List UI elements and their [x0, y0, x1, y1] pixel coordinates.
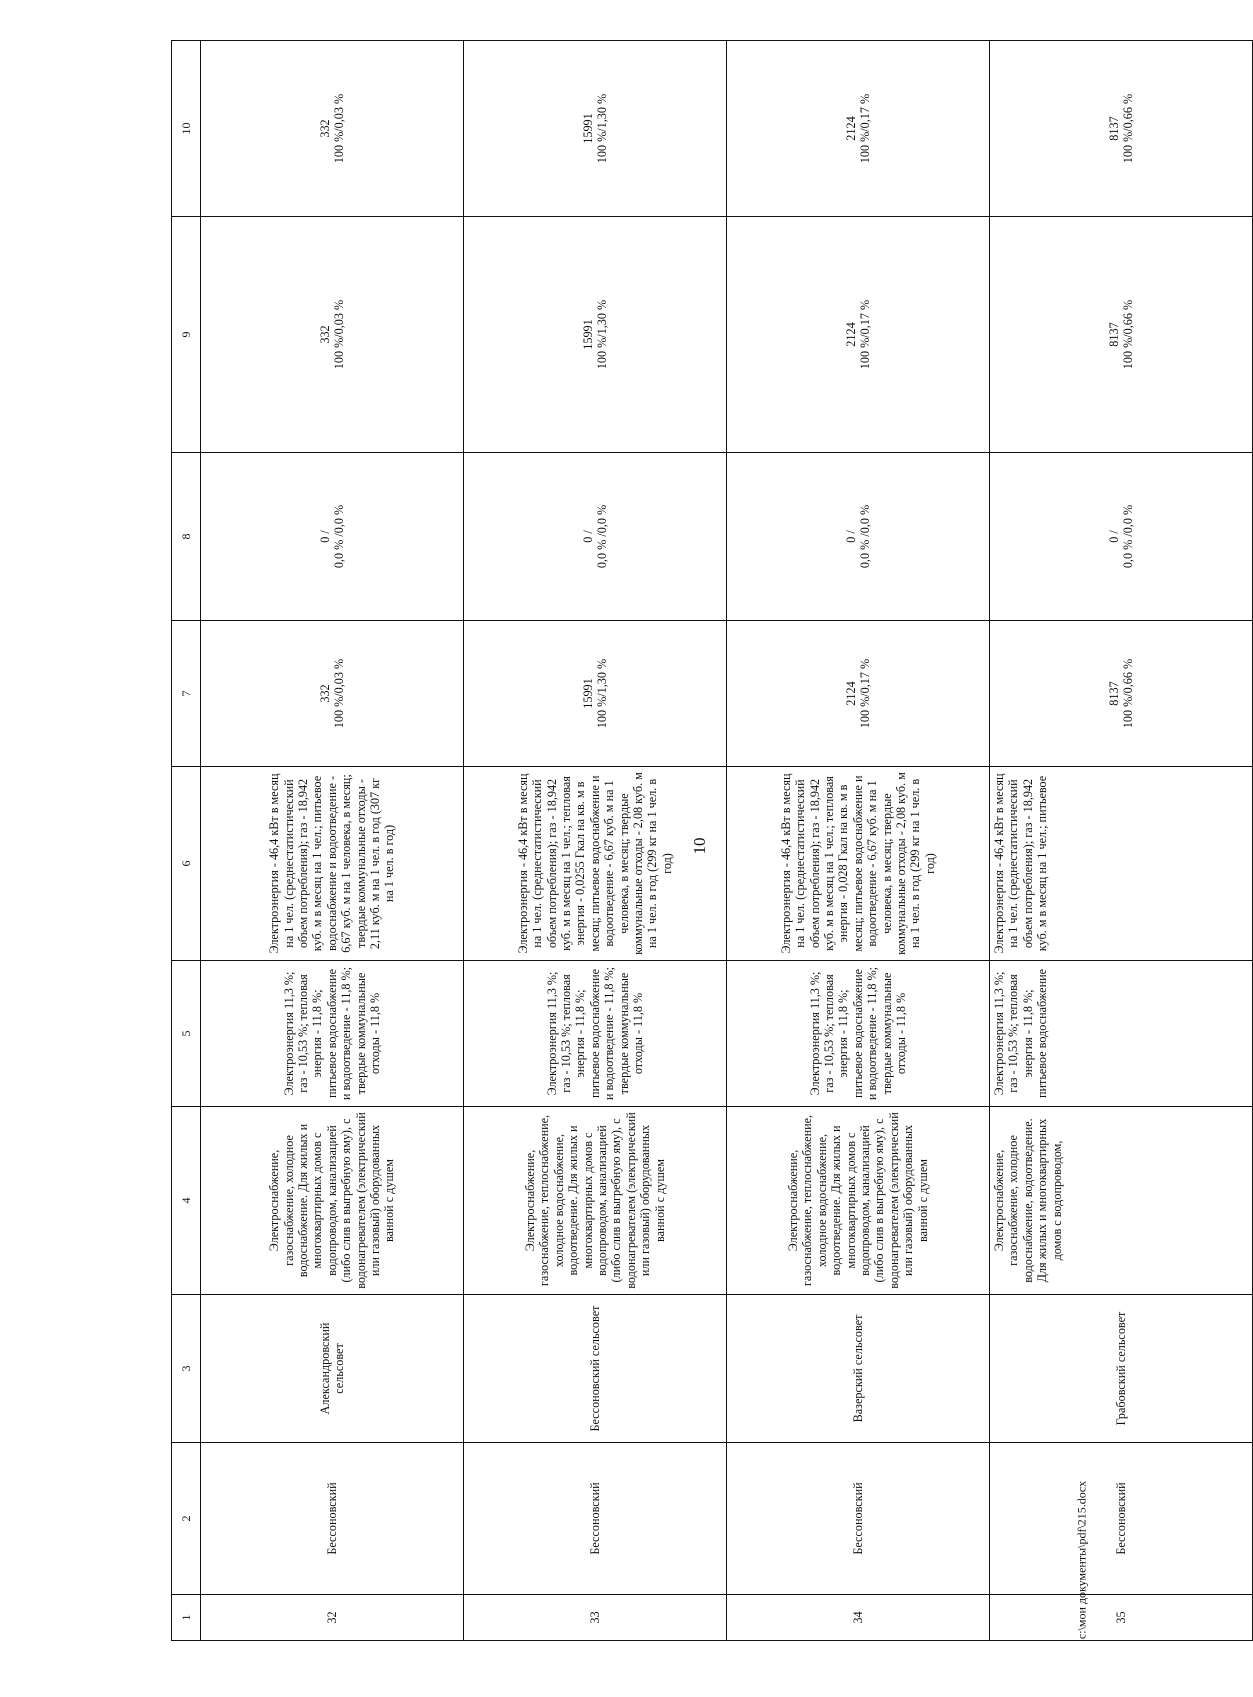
tariff-growth-cell: Электроэнергия 11,3 %; газ - 10,53 %; тепловая энергия - 11,8 %; питьевое водоснабжение [990, 961, 1253, 1107]
value-cell: 8137 100 %/0,66 % [990, 217, 1253, 453]
table-row [727, 41, 990, 1641]
value-cell: 15991 100 %/1,30 % [464, 41, 727, 217]
header-cell: 6 [172, 767, 201, 961]
row-number: 35 [990, 1595, 1253, 1641]
page-number: 10 [690, 837, 709, 855]
district-cell: Бессоновский [990, 1443, 1253, 1595]
value-cell: 0 / 0,0 % /0,0 % [727, 453, 990, 621]
row-number: 33 [464, 1595, 727, 1641]
header-cell: 2 [172, 1443, 201, 1595]
value-cell: 2124 100 %/0,17 % [727, 621, 990, 767]
data-table [171, 40, 1253, 1641]
services-cell: Электроснабжение, газоснабжение, холодное водоснабжение. Для жилых и многоквартирных домов с водопроводом, канализацией (либо слив в выгребную яму), с водонагревателем (электрический или газовый) оборудованных ванной с душем [201, 1107, 464, 1295]
header-cell: 10 [172, 41, 201, 217]
services-cell: Электроснабжение, газоснабжение, теплоснабжение, холодное водоснабжение, водоотведение. Для жилых и многоквартирных домов с водопроводом, канализацией (либо слив в выгребную яму), с водонагревателем (электрический или газовый) оборудованных ванной с душем [464, 1107, 727, 1295]
row-number: 34 [727, 1595, 990, 1641]
header-cell: 1 [172, 1595, 201, 1641]
value-cell: 8137 100 %/0,66 % [990, 41, 1253, 217]
municipality-cell: Александровский сельсовет [201, 1295, 464, 1443]
value-cell: 0 / 0,0 % /0,0 % [464, 453, 727, 621]
table-row [990, 41, 1253, 1641]
tariff-growth-cell: Электроэнергия 11,3 %; газ - 10,53 %; тепловая энергия - 11,8 %; питьевое водоснабжение и водоотведение - 11,8 %; твердые коммунальные отходы - 11,8 % [464, 961, 727, 1107]
header-row [172, 41, 201, 1641]
value-cell: 0 / 0,0 % /0,0 % [990, 453, 1253, 621]
consumption-norms-cell: Электроэнергия - 46,4 кВт в месяц на 1 чел. (среднестатистический объем потребления); газ - 18,942 куб. м в месяц на 1 чел.; питьевое [990, 767, 1253, 961]
header-cell: 9 [172, 217, 201, 453]
row-number: 32 [201, 1595, 464, 1641]
municipality-cell: Бессоновский сельсовет [464, 1295, 727, 1443]
municipality-cell: Вазерский сельсовет [727, 1295, 990, 1443]
district-cell: Бессоновский [464, 1443, 727, 1595]
table-row [201, 41, 464, 1641]
services-cell: Электроснабжение, газоснабжение, холодное водоснабжение, водоотведение. Для жилых и многоквартирных домов с водопроводом, [990, 1107, 1253, 1295]
header-cell: 3 [172, 1295, 201, 1443]
value-cell: 332 100 %/0,03 % [201, 621, 464, 767]
district-cell: Бессоновский [727, 1443, 990, 1595]
consumption-norms-cell: Электроэнергия - 46,4 кВт в месяц на 1 чел. (среднестатистический объем потребления); газ - 18,942 куб. м в месяц на 1 чел.; питьевое водоснабжение и водоотведение - 6,67 куб. м на 1 человека, в месяц; твердые коммунальные отходы - 2,11 куб. м на 1 чел. в год (307 кг на 1 чел. в год) [201, 767, 464, 961]
header-cell: 7 [172, 621, 201, 767]
value-cell: 15991 100 %/1,30 % [464, 217, 727, 453]
tariff-growth-cell: Электроэнергия 11,3 %; газ - 10,53 %; тепловая энергия - 11,8 %; питьевое водоснабжение и водоотведение - 11,8 %; твердые коммунальные отходы - 11,8 % [727, 961, 990, 1107]
value-cell: 2124 100 %/0,17 % [727, 217, 990, 453]
value-cell: 15991 100 %/1,30 % [464, 621, 727, 767]
municipality-cell: Грабовский сельсовет [990, 1295, 1253, 1443]
tariff-growth-cell: Электроэнергия 11,3 %; газ - 10,53 %; тепловая энергия - 11,8 %; питьевое водоснабжение и водоотведение - 11,8 %; твердые коммунальные отходы - 11,8 % [201, 961, 464, 1107]
header-cell: 4 [172, 1107, 201, 1295]
footer-file-path: c:\мои документы\pdf\215.docx [1074, 1480, 1089, 1640]
consumption-norms-cell: Электроэнергия - 46,4 кВт в месяц на 1 чел. (среднестатистический объем потребления); газ - 18,942 куб. м в месяц на 1 чел.; тепловая энергия - 0,028 Гкал на кв. м в месяц; питьевое водоснабжение и водоотведение - 6,67 куб. м на 1 человека, в месяц; твердые коммунальные отходы - 2,08 куб. м на 1 чел. в год (299 кг на 1 чел. в год) [727, 767, 990, 961]
table-row [464, 41, 727, 1641]
district-cell: Бессоновский [201, 1443, 464, 1595]
header-cell: 8 [172, 453, 201, 621]
services-cell: Электроснабжение, газоснабжение, теплоснабжение, холодное водоснабжение, водоотведение. Для жилых и многоквартирных домов с водопроводом, канализацией (либо слив в выгребную яму), с водонагревателем (электрический или газовый) оборудованных ванной с душем [727, 1107, 990, 1295]
value-cell: 332 100 %/0,03 % [201, 41, 464, 217]
value-cell: 2124 100 %/0,17 % [727, 41, 990, 217]
header-cell: 5 [172, 961, 201, 1107]
value-cell: 332 100 %/0,03 % [201, 217, 464, 453]
value-cell: 0 / 0,0 % /0,0 % [201, 453, 464, 621]
value-cell: 8137 100 %/0,66 % [990, 621, 1253, 767]
consumption-norms-cell: Электроэнергия - 46,4 кВт в месяц на 1 чел. (среднестатистический объем потребления); газ - 18,942 куб. м в месяц на 1 чел.; тепловая энергия - 0,0255 Гкал на кв. м в месяц; питьевое водоснабжение и водоотведение - 6,67 куб. м на 1 человека, в месяц; твердые коммунальные отходы - 2,08 куб. м на 1 чел. в год (299 кг на 1 чел. в год) [464, 767, 727, 961]
